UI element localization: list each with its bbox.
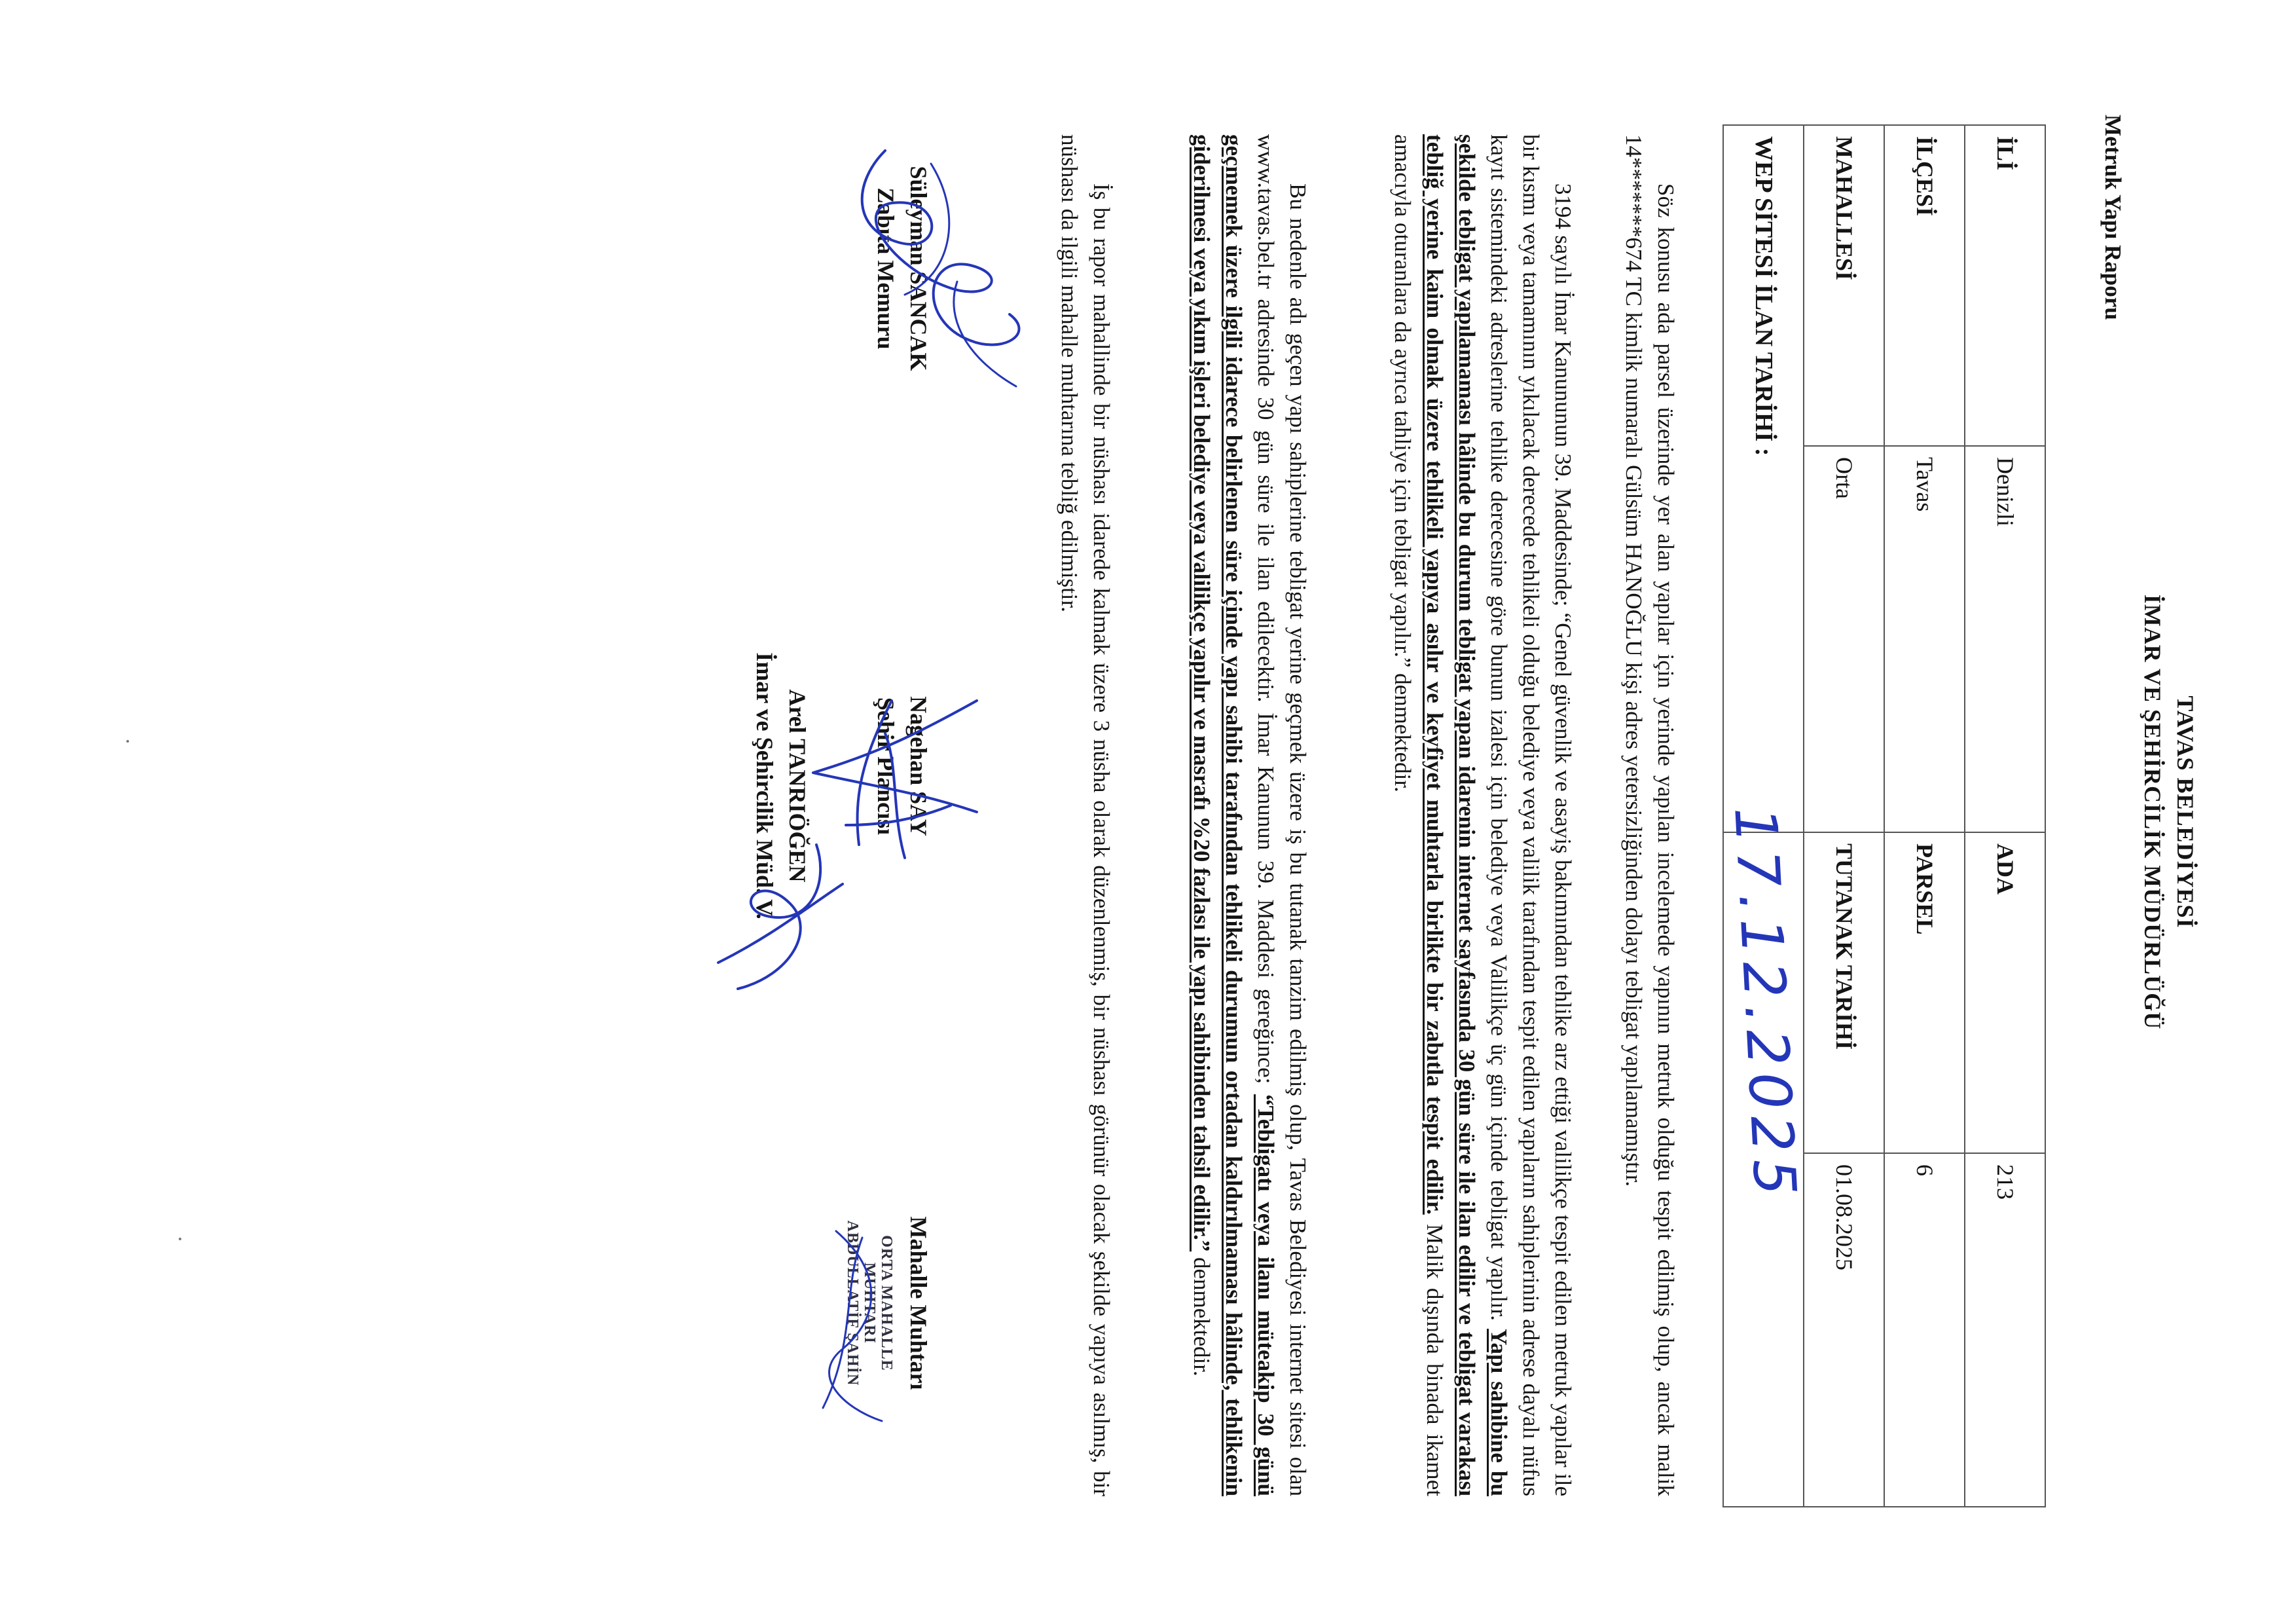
paragraph-2-text-c: Malik dışında binada ikamet amacıyla oturanlara da ayrıca tahliye için tebligat yapılır.” denmektedir. (1390, 134, 1448, 1497)
scan-speck (126, 740, 129, 743)
tutanak-value: 01.08.2025 (1804, 1153, 1884, 1507)
stamp-line-3: ABDULLATİF ŞAHİN (844, 1220, 861, 1386)
il-label: İLİ (1965, 125, 2045, 446)
ada-label: ADA (1965, 832, 2045, 1153)
wep-value-cell (1721, 805, 1810, 1507)
paragraph-3-text-c: denmektedir. (1189, 1257, 1214, 1376)
paragraph-1 (1618, 134, 1682, 1496)
paragraph-4 (1053, 134, 1118, 1496)
tutanak-label: TUTANAK TARİHİ (1804, 832, 1884, 1153)
signature-scribble-4 (712, 832, 869, 1002)
signature-role-1: Zabıta Memuru (873, 187, 899, 350)
signature-name-2: Nagehan SAY (905, 696, 932, 836)
signature-scribble-1 (833, 124, 1049, 413)
stamp-line-2: MUHTARI (861, 1263, 878, 1344)
table-row (1884, 125, 1965, 1507)
signature-name-3: Mahalle Muhtarı (905, 1216, 932, 1390)
paragraph-1-text: Söz konusu ada parsel üzerinde yer alan yapılar için yerinde yapılan incelemede yapının metruk olduğu tespit edilmiş olup, ancak malik 14*******674 TC kimlik numaralı Gülsüm HANOĞLU kişi adres yetersizliğinden dolayı tebligat yapılamamıştır. (1621, 134, 1679, 1496)
ada-value: 213 (1965, 1153, 2045, 1507)
signature-name-4: Arel TANRIÖĞEN (784, 689, 811, 883)
paragraph-2-text-a: 3194 sayılı İmar Kanununun 39. Maddesinde; “Genel güvenlik ve asayiş bakımından tehlike arz ettiği valilikçe tespit edilen metruk yapılar ile bir kısmı veya tamamının yıkılacak derecede tehlikeli olduğu belediye veya valilik tarafından tespit edilen yapıların sahiplerinin adrese dayalı nüfus kayıt sistemindeki adreslerine tehlike derecesine göre bunun izalesi için belediye veya Valilikçe üç gün içinde tebligat yapılır. (1486, 134, 1576, 1496)
scan-speck (179, 1238, 181, 1240)
paragraph-2 (1387, 134, 1579, 1496)
table-row (1965, 125, 2045, 1507)
institution-title: TAVAS BELEDİYESİ (2172, 695, 2198, 929)
signature-role-4: İmar ve Şehircilik Müd. V. (752, 652, 778, 919)
table-row (1723, 125, 1804, 1507)
wep-label: WEP SİTESİ İLAN TARİHİ : (1723, 125, 1804, 832)
report-title: Metruk Yapı Raporu (2100, 115, 2126, 320)
property-info-table (1722, 124, 2046, 1507)
signature-scribble-3 (790, 1211, 921, 1434)
department-title: İMAR VE ŞEHİRCİLİK MÜDÜRLÜĞÜ (2140, 594, 2166, 1030)
mahalle-label: MAHALLESİ (1804, 125, 1884, 446)
ilce-value: Tavas (1884, 446, 1965, 832)
parsel-label: PARSEL (1884, 832, 1965, 1153)
handwritten-date: 17.12.2025 (1721, 805, 1810, 1204)
signature-name-1: Süleyman SANCAK (905, 166, 932, 371)
paragraph-4-text: İş bu rapor mahallinde bir nüshası idarede kalmak üzere 3 nüsha olarak düzenlenmiş, bir nüshası görünür olacak şekilde yapıya asılmış, bir nüshası da ilgili mahalle muhtarına tebliğ edilmiştir. (1057, 134, 1114, 1496)
paragraph-3-text-bold: “Tebligatı veya ilanı müteakip 30 günü geçmemek üzere ilgili idarece belirlenen süre içinde yapı sahibi tarafından tehlikeli durumun ortadan kaldırılmaması hâlinde, tehlikenin giderilmesi veya yıkım işleri belediye veya valilikçe yapılır ve masrafı %20 fazlası ile yapı sahibinden tahsil edilir.” (1189, 134, 1279, 1497)
il-value: Denizli (1965, 446, 2045, 832)
paragraph-3-text-a: Bu nedenle adı geçen yapı sahiplerine tebligat yerine geçmek üzere iş bu tutanak tanzim edilmiş olup, Tavas Belediyesi internet sitesi olan www.tavas.bel.tr adresinde 30 gün süre ile ilan edilecektir. İmar Kanunun 39. Maddesi gereğince; (1253, 134, 1311, 1496)
paragraph-3 (1186, 134, 1314, 1496)
stamp-line-1: ORTA MAHALLE (878, 1235, 895, 1371)
parsel-value: 6 (1884, 1153, 1965, 1507)
ilce-label: İLÇESİ (1884, 125, 1965, 446)
table-row (1804, 125, 1884, 1507)
mahalle-value: Orta (1804, 446, 1884, 832)
paragraph-2-text-bold: Yapı sahibine bu şekilde tebligat yapılamaması hâlinde bu durum tebligat yapan idarenin internet sayfasında 30 gün süre ile ilan edilir ve tebligat varakası tebliğ yerine kaim olmak üzere tehlikeli yapıya asılır ve keyfiyet muhtarla birlikte bir zabıtla tespit edilir. (1422, 134, 1512, 1496)
signature-role-2: Şehir Plancısı (873, 697, 899, 836)
